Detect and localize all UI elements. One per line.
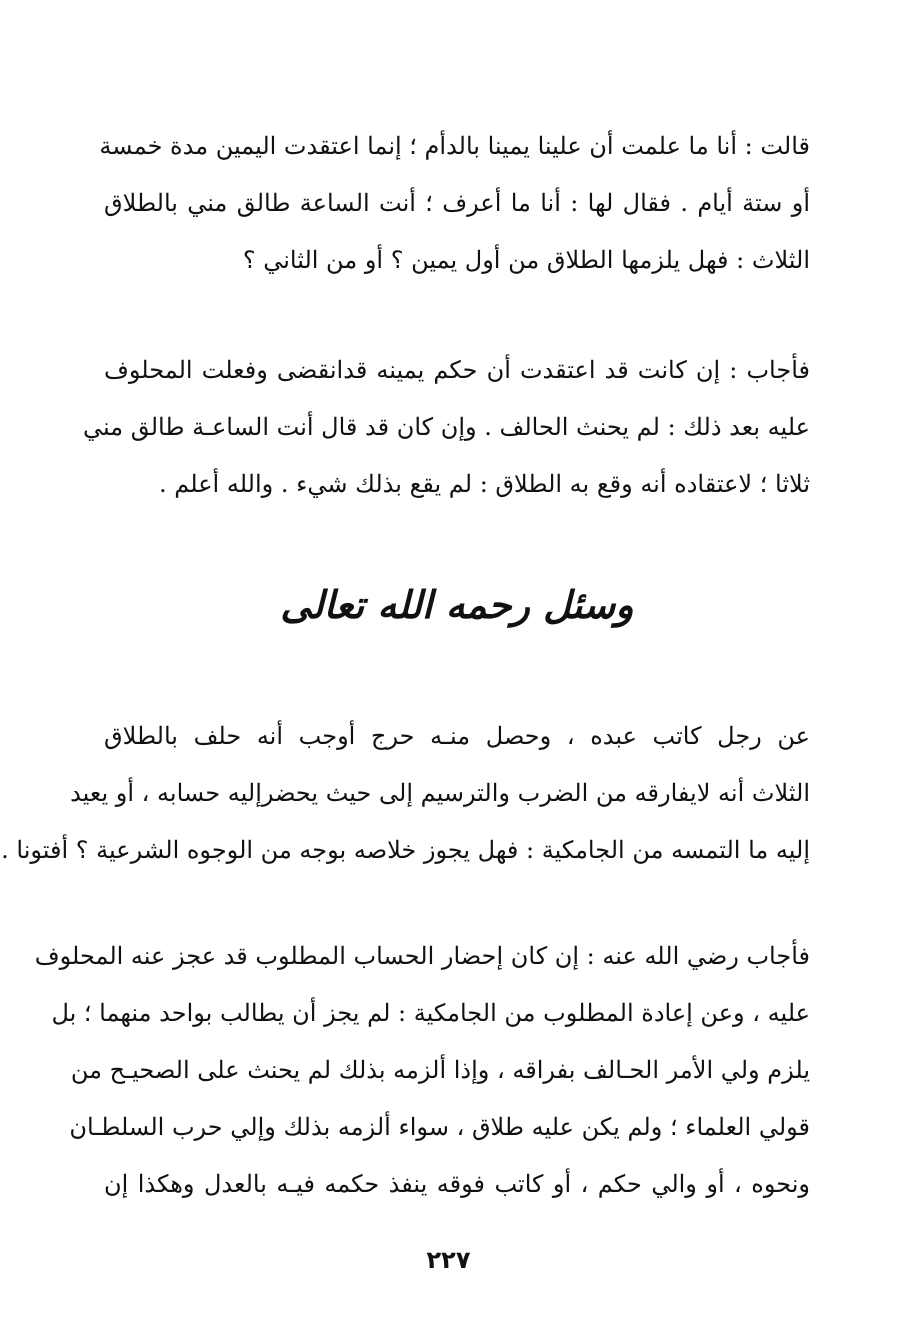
paragraph-question-2 xyxy=(1,708,810,879)
text-line: إليه ما التمسه من الجامكية : فهل يجوز خلاصه بوجه من الوجوه الشرعية ؟ أفتونا . xyxy=(1,836,810,864)
section-heading: وسئل رحمه الله تعالى xyxy=(280,582,634,627)
text-line: عليه بعد ذلك : لم يحنث الحالف . وإن كان قد قال أنت الساعـة طالق مني xyxy=(82,413,810,441)
text-line: يلزم ولي الأمر الحـالف بفراقه ، وإذا ألزمه بذلك لم يحنث على الصحيـح من xyxy=(70,1056,810,1084)
text-line: فأجاب رضي الله عنه : إن كان إحضار الحساب المطلوب قد عجز عنه المحلوف xyxy=(34,942,810,970)
page-number: ٢٢٧ xyxy=(426,1246,471,1274)
text-line: عن رجل كاتب عبده ، وحصل منـه حرج أوجب أنه حلف بالطلاق xyxy=(104,722,810,750)
paragraph-question-1 xyxy=(99,118,810,289)
text-line: أو ستة أيام . فقال لها : أنا ما أعرف ؛ أنت الساعة طالق مني بالطلاق xyxy=(104,189,810,217)
text-line: ونحوه ، أو والي حكم ، أو كاتب فوقه ينفذ حكمه فيـه بالعدل وهكذا إن xyxy=(104,1170,810,1198)
paragraph-answer-1 xyxy=(82,342,810,513)
paragraph-answer-2 xyxy=(34,928,810,1213)
text-line: قولي العلماء ؛ ولم يكن عليه طلاق ، سواء ألزمه بذلك وإلي حرب السلطـان xyxy=(69,1113,810,1141)
text-line: فأجاب : إن كانت قد اعتقدت أن حكم يمينه قدانقضى وفعلت المحلوف xyxy=(104,356,810,384)
text-line: ثلاثا ؛ لاعتقاده أنه وقع به الطلاق : لم يقع بذلك شيء . والله أعلم . xyxy=(159,470,810,498)
text-line: الثلاث : فهل يلزمها الطلاق من أول يمين ؟ أو من الثاني ؟ xyxy=(242,246,810,274)
text-line: الثلاث أنه لايفارقه من الضرب والترسيم إلى حيث يحضرإليه حسابه ، أو يعيد xyxy=(70,779,810,807)
text-line: قالت : أنا ما علمت أن علينا يمينا بالدأم ؛ إنما اعتقدت اليمين مدة خمسة xyxy=(99,132,810,160)
text-line: عليه ، وعن إعادة المطلوب من الجامكية : لم يجز أن يطالب بواحد منهما ؛ بل xyxy=(51,999,810,1027)
